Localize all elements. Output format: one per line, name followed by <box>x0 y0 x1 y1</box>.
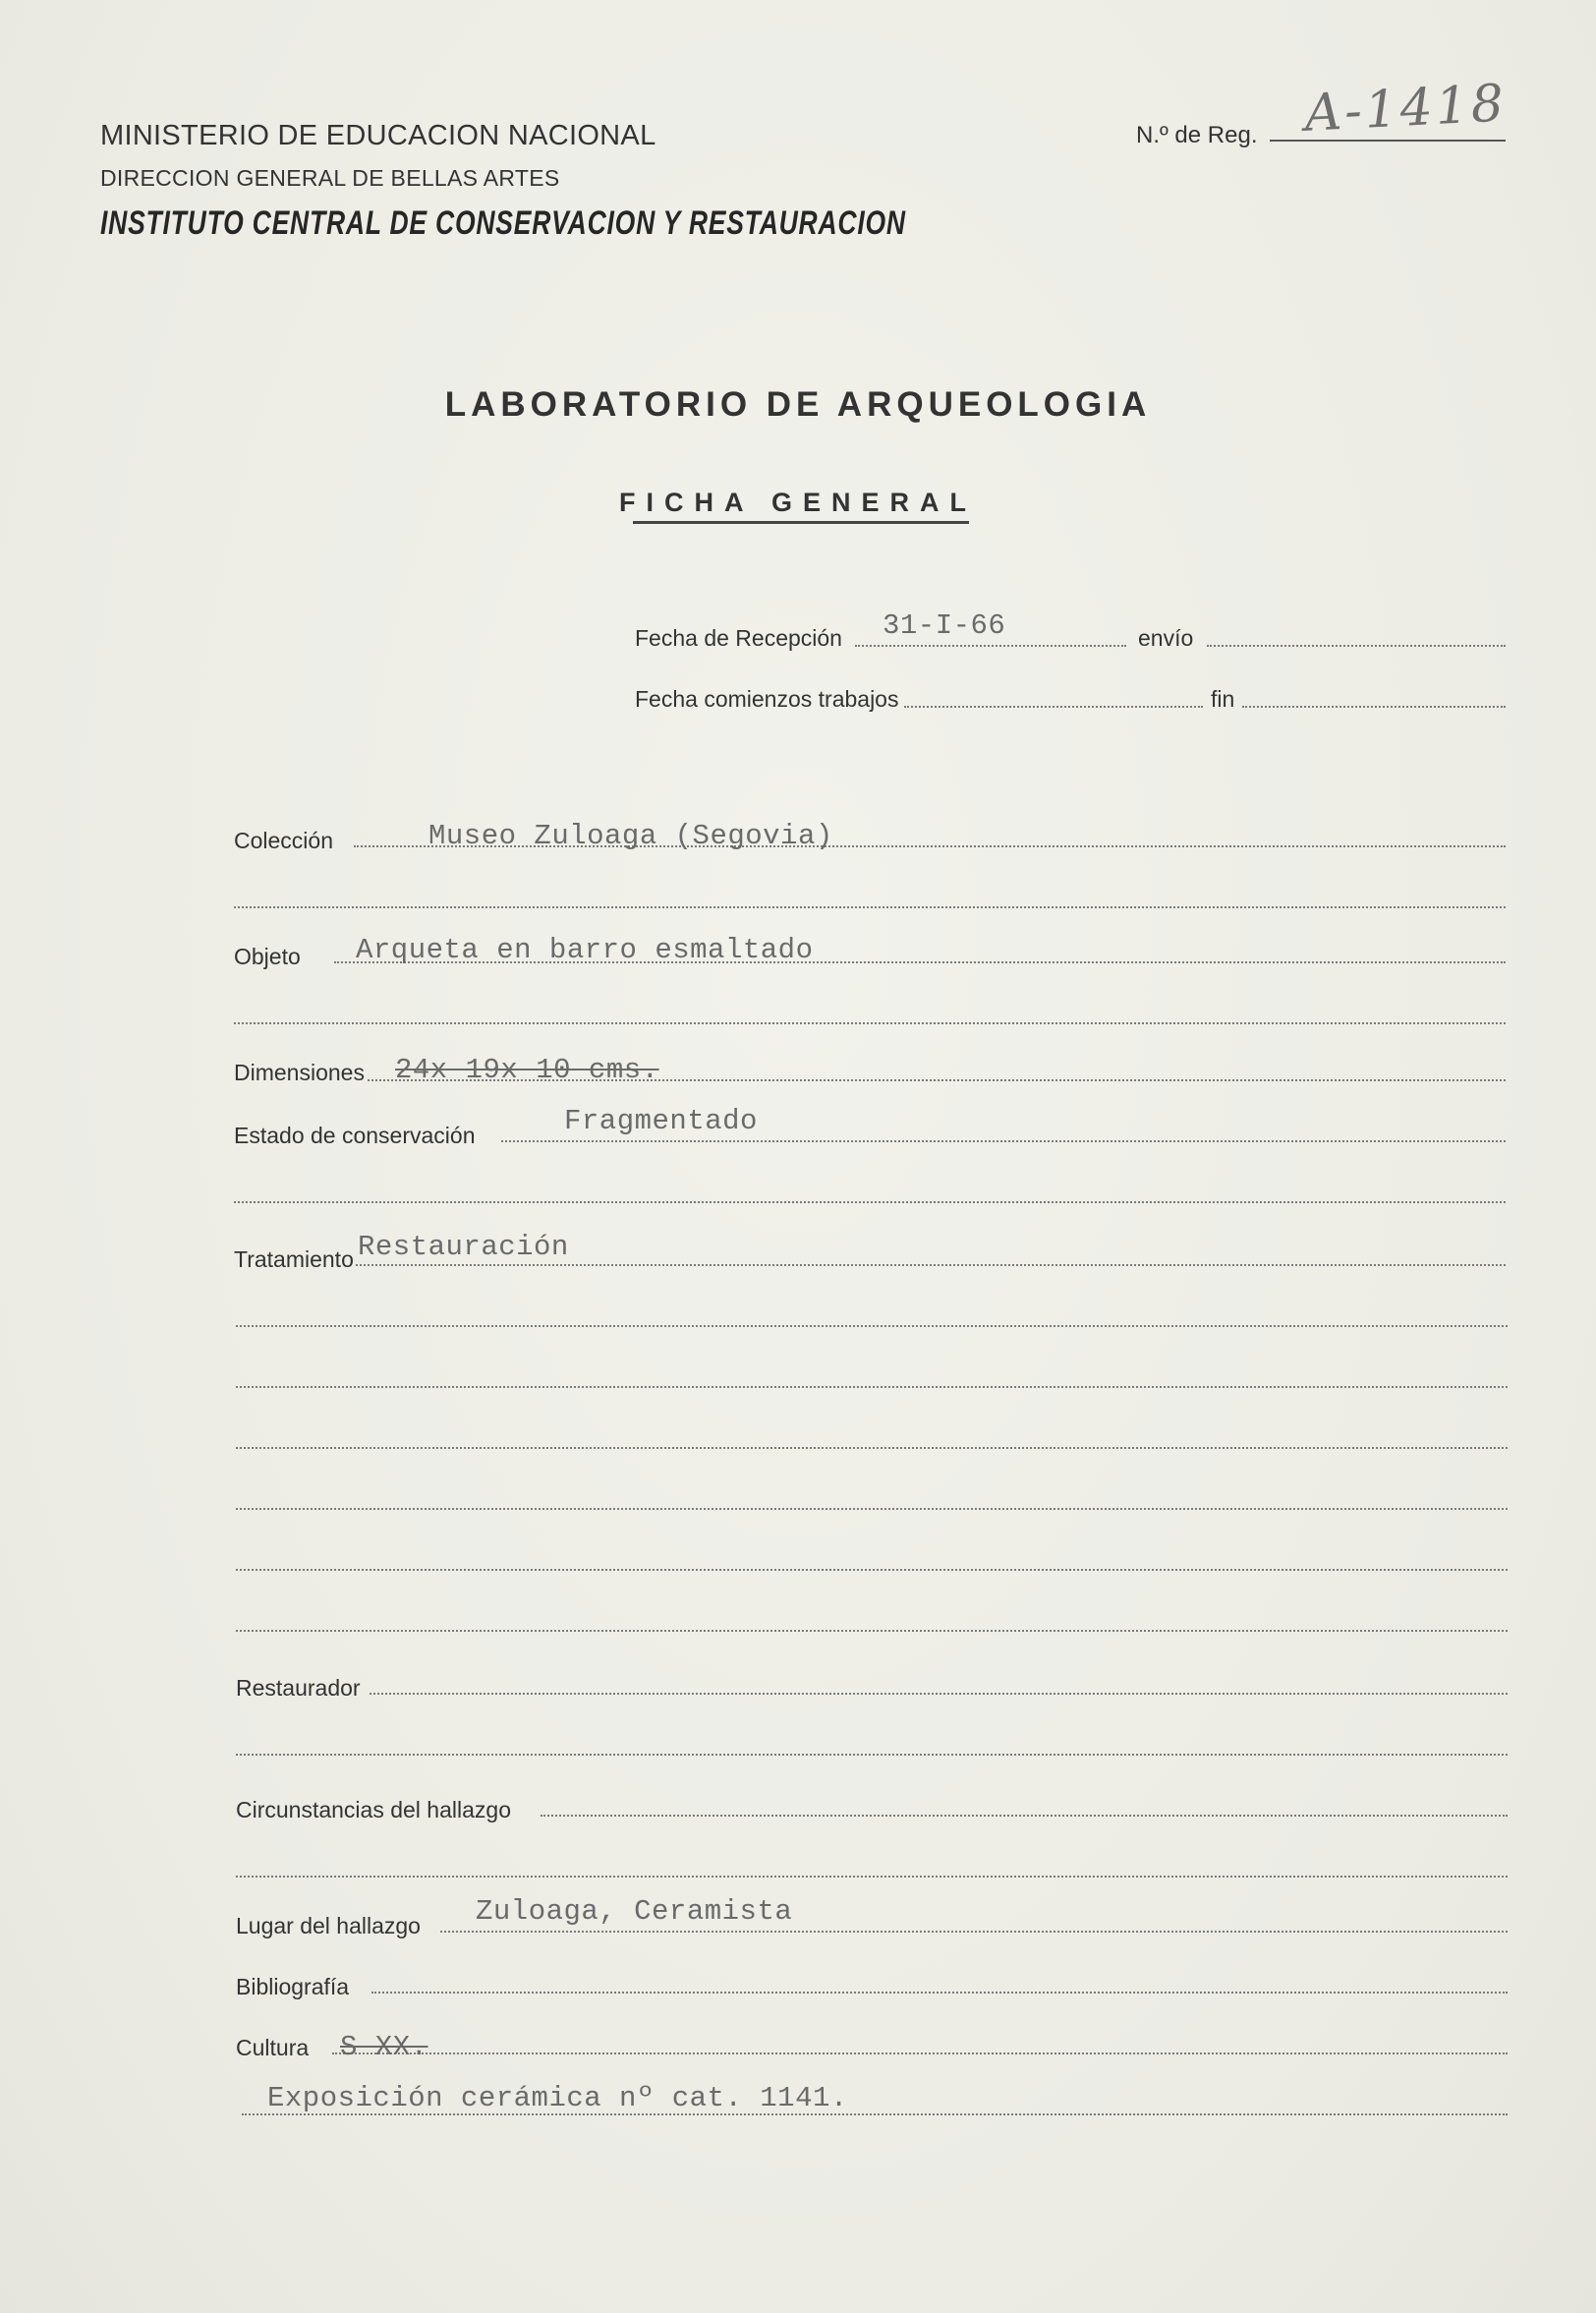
tratamiento-line-4[interactable] <box>236 1447 1508 1449</box>
recepcion-line <box>855 645 1126 647</box>
objeto-line-2[interactable] <box>234 1022 1506 1024</box>
bibliografia-line[interactable] <box>371 1992 1508 1994</box>
objeto-value[interactable]: Arqueta en barro esmaltado <box>356 934 814 966</box>
estado-line-2[interactable] <box>234 1201 1506 1203</box>
lugar-line <box>440 1931 1508 1933</box>
restaurador-line[interactable] <box>370 1693 1508 1695</box>
tratamiento-line-6[interactable] <box>236 1569 1508 1571</box>
tratamiento-line-2[interactable] <box>236 1325 1508 1327</box>
circunstancias-label: Circunstancias del hallazgo <box>236 1797 511 1822</box>
direccion-title: DIRECCION GENERAL DE BELLAS ARTES <box>100 165 560 191</box>
reg-label: N.º de Reg. <box>1136 122 1258 148</box>
tratamiento-line-7[interactable] <box>236 1630 1508 1632</box>
tratamiento-label: Tratamiento <box>234 1246 354 1272</box>
lugar-value[interactable]: Zuloaga, Ceramista <box>476 1895 793 1928</box>
tratamiento-line-3[interactable] <box>236 1386 1508 1388</box>
tratamiento-line <box>356 1264 1506 1266</box>
envio-label: envío <box>1138 625 1194 651</box>
reg-value[interactable]: A-1418 <box>1303 74 1509 144</box>
lugar-label: Lugar del hallazgo <box>236 1913 421 1938</box>
tratamiento-line-5[interactable] <box>236 1508 1508 1510</box>
tratamiento-value[interactable]: Restauración <box>358 1231 569 1263</box>
cultura-value[interactable]: S XX. <box>340 2031 428 2063</box>
ficha-title: FICHA GENERAL <box>619 488 977 517</box>
envio-line[interactable] <box>1207 645 1506 647</box>
coleccion-label: Colección <box>234 828 333 853</box>
restaurador-line-2[interactable] <box>236 1754 1508 1756</box>
cultura-line <box>332 2053 1508 2054</box>
comienzo-line[interactable] <box>904 706 1203 708</box>
fin-label: fin <box>1211 686 1235 712</box>
estado-value[interactable]: Fragmentado <box>564 1105 758 1137</box>
estado-label: Estado de conservación <box>234 1123 476 1148</box>
ministry-title: MINISTERIO DE EDUCACION NACIONAL <box>100 120 656 151</box>
fin-line[interactable] <box>1242 706 1506 708</box>
restaurador-label: Restaurador <box>236 1675 361 1701</box>
ficha-underline <box>633 521 969 524</box>
recepcion-label: Fecha de Recepción <box>635 625 842 651</box>
nota-value[interactable]: Exposición cerámica nº cat. 1141. <box>267 2082 848 2114</box>
dimensiones-value[interactable]: 24x 19x 10 cms. <box>395 1054 659 1086</box>
coleccion-line-2[interactable] <box>234 906 1506 908</box>
laboratorio-title: LABORATORIO DE ARQUEOLOGIA <box>444 385 1152 424</box>
bibliografia-label: Bibliografía <box>236 1974 350 1999</box>
coleccion-value[interactable]: Museo Zuloaga (Segovia) <box>428 820 833 852</box>
estado-line <box>501 1140 1506 1142</box>
circunstancias-line-2[interactable] <box>236 1876 1508 1878</box>
instituto-title: INSTITUTO CENTRAL DE CONSERVACION Y RESTAURACION <box>100 204 906 242</box>
circunstancias-line[interactable] <box>541 1815 1508 1817</box>
dimensiones-label: Dimensiones <box>234 1060 365 1085</box>
objeto-label: Objeto <box>234 944 301 969</box>
recepcion-value[interactable]: 31-I-66 <box>883 609 1006 642</box>
cultura-label: Cultura <box>236 2035 310 2060</box>
comienzo-label: Fecha comienzos trabajos <box>635 686 899 712</box>
